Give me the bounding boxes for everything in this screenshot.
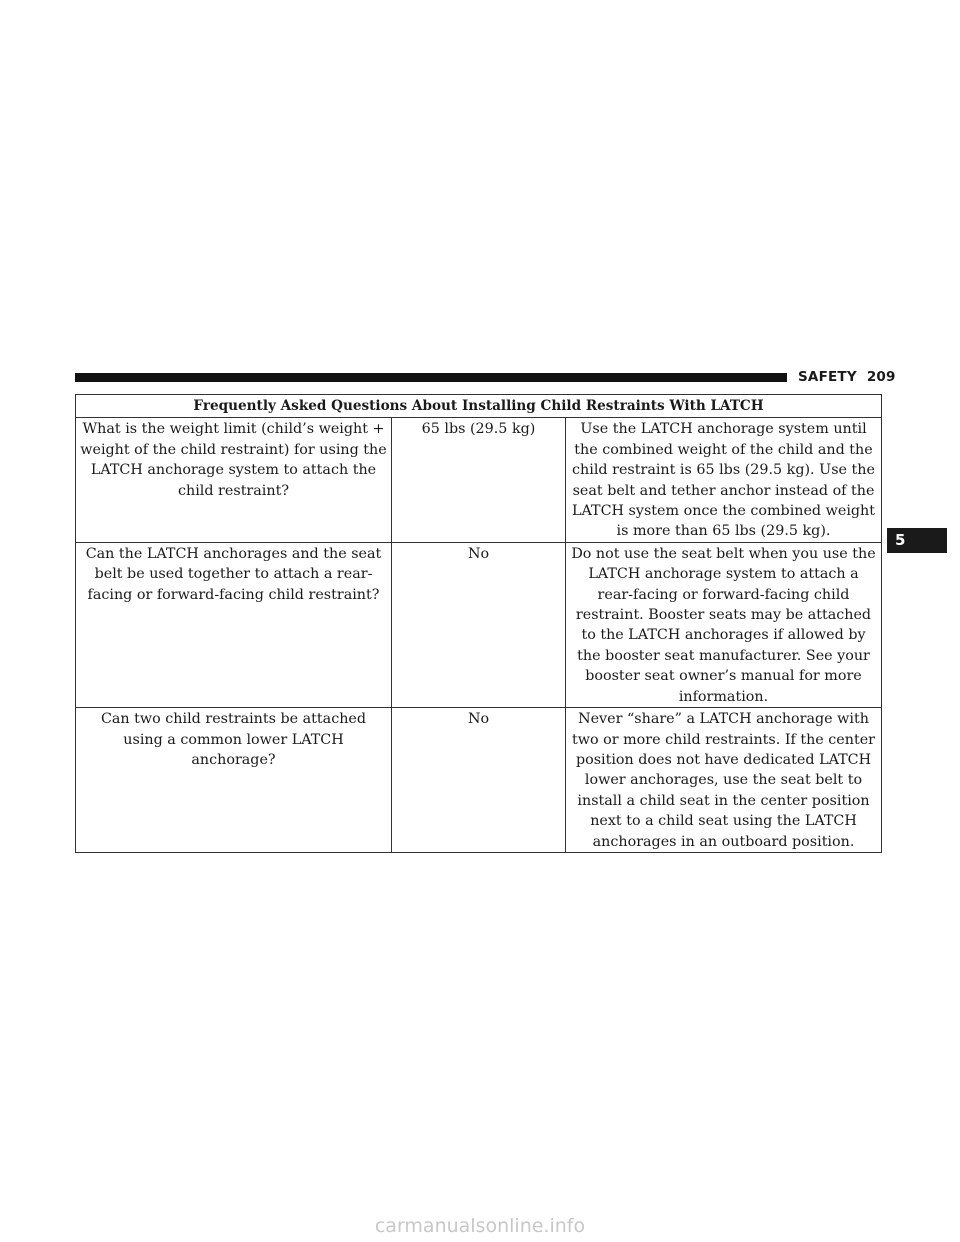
detail-cell: Do not use the seat belt when you use the LATCH anchorage system to attach a rear-facing or forward-facing child restraint. Booster seats may be attached to the LATCH anchorages if allowed by the booster seat manufacturer. See your booster seat owner’s manual for more information. (566, 542, 882, 707)
table-title: Frequently Asked Questions About Installing Child Restraints With LATCH (76, 395, 882, 418)
page-number: 209 (866, 369, 896, 385)
section-title: SAFETY (798, 369, 857, 385)
table-row (76, 708, 882, 853)
answer-cell: No (392, 708, 566, 853)
detail-cell: Never “share” a LATCH anchorage with two or more child restraints. If the center position does not have dedicated LATCH lower anchorages, use the seat belt to install a child seat in the center position next to a child seat using the LATCH anchorages in an outboard position. (566, 708, 882, 853)
watermark-link[interactable]: carmanualsonline.info (374, 1215, 586, 1237)
question-cell: What is the weight limit (child’s weight + weight of the child restraint) for using the LATCH anchorage system to attach the child restraint? (76, 418, 392, 542)
table-row (76, 418, 882, 542)
table-row (76, 542, 882, 707)
answer-cell: No (392, 542, 566, 707)
chapter-tab: 5 (887, 528, 947, 553)
detail-cell: Use the LATCH anchorage system until the combined weight of the child and the child restraint is 65 lbs (29.5 kg). Use the seat belt and tether anchor instead of the LATCH system once the combined weight is more than 65 lbs (29.5 kg). (566, 418, 882, 542)
question-cell: Can two child restraints be attached using a common lower LATCH anchorage? (76, 708, 392, 853)
running-header (798, 368, 896, 386)
latch-faq-table (75, 394, 882, 853)
answer-cell: 65 lbs (29.5 kg) (392, 418, 566, 542)
question-cell: Can the LATCH anchorages and the seat belt be used together to attach a rear-facing or forward-facing child restraint? (76, 542, 392, 707)
header-rule (75, 373, 787, 382)
